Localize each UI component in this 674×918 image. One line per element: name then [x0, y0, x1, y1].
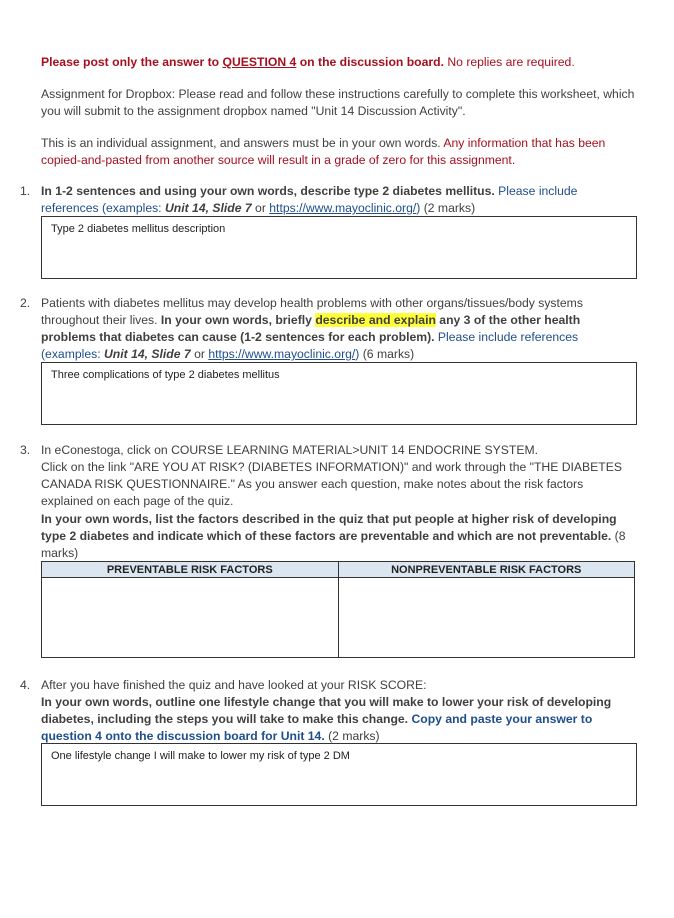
question-2-ref-prefix: Please include references (examples:: [41, 330, 579, 361]
question-2-answer-box[interactable]: [41, 362, 637, 425]
question-1-prompt: [41, 183, 637, 217]
risk-factors-answer-row: [42, 578, 635, 658]
question-1-ref-close: ): [416, 201, 421, 215]
question-1-number: 1.: [20, 184, 31, 198]
question-2-ref-example: Unit 14, Slide 7: [104, 347, 191, 361]
plagiarism-warning: Any information that has been copied-and-pasted from another source will result in a grade of zero for this assignment.: [41, 136, 606, 167]
question-1-ref-example: Unit 14, Slide 7: [164, 201, 252, 215]
question-4-marks: (2 marks): [324, 729, 380, 743]
question-2-highlight: describe and explain: [315, 313, 436, 327]
question-1-ref-prefix: Please include references (examples:: [41, 184, 578, 215]
question-2-marks: (6 marks): [359, 347, 415, 361]
no-replies-note: No replies are required.: [443, 55, 575, 69]
nonpreventable-column-header: NONPREVENTABLE RISK FACTORS: [338, 562, 635, 578]
question-4-bold: In your own words, outline one lifestyle change that you will make to lower your risk of developing diabetes, including the steps you will take to make this change.: [41, 695, 612, 726]
question-3-line-1: In eConestoga, click on COURSE LEARNING MATERIAL>UNIT 14 ENDOCRINE SYSTEM.: [41, 443, 539, 457]
question-4-answer-label: One lifestyle change I will make to lower my risk of type 2 DM: [51, 750, 350, 762]
question-2-bold-2: any 3 of the other health problems that diabetes can cause (1-2 sentences for each problem).: [41, 313, 581, 344]
question-4-number: 4.: [20, 678, 31, 692]
question-1-answer-label: Type 2 diabetes mellitus description: [51, 223, 226, 235]
post-instruction-bold: Please post only the answer to: [41, 55, 223, 69]
preventable-factors-cell[interactable]: [42, 578, 339, 658]
question-3-marks: (8 marks): [41, 529, 626, 560]
question-2-answer-label: Three complications of type 2 diabetes mellitus: [51, 369, 280, 381]
individual-assignment-note: [41, 135, 637, 169]
question-2-prompt: [41, 295, 637, 363]
risk-factors-header-row: [42, 562, 635, 578]
question-1-answer-box[interactable]: [41, 216, 637, 279]
post-instruction-bold-end: on the discussion board.: [296, 55, 444, 69]
risk-factors-table: [41, 561, 635, 658]
question-4-discussion-instruction: Copy and paste your answer to question 4 onto the discussion board for Unit 14.: [41, 712, 593, 743]
nonpreventable-factors-cell[interactable]: [338, 578, 635, 658]
post-instruction: [41, 54, 637, 71]
question-2-reference-link[interactable]: https://www.mayoclinic.org/: [208, 347, 356, 361]
question-4-reference: QUESTION 4: [222, 55, 297, 69]
question-3-prompt: [41, 511, 637, 562]
question-1-reference-link[interactable]: https://www.mayoclinic.org/: [269, 201, 417, 215]
question-2-context: Patients with diabetes mellitus may develop health problems with other organs/tissues/body systems throughout their lives.: [41, 296, 583, 327]
question-2-number: 2.: [20, 296, 31, 310]
question-4-prompt: [41, 694, 637, 745]
question-3-number: 3.: [20, 443, 31, 457]
question-3-line-2: Click on the link "ARE YOU AT RISK? (DIABETES INFORMATION)" and work through the "THE DIABETES CANADA RISK QUESTIONNAIRE." As you answer each question, make notes about the risk factors explained on each page of the quiz.: [41, 460, 622, 508]
question-2-ref-or: or: [190, 347, 209, 361]
question-2-bold-1: In your own words, briefly: [160, 313, 316, 327]
question-2-ref-close: ): [355, 347, 360, 361]
question-1-marks: (2 marks): [420, 201, 476, 215]
question-3-bold: In your own words, list the factors described in the quiz that put people at higher risk of developing type 2 diabetes and indicate which of these factors are preventable and which are not preventable.: [41, 512, 617, 543]
question-1-bold: In 1-2 sentences and using your own words, describe type 2 diabetes mellitus.: [41, 184, 495, 198]
question-4-answer-box[interactable]: [41, 743, 637, 806]
preventable-column-header: PREVENTABLE RISK FACTORS: [42, 562, 339, 578]
individual-text: This is an individual assignment, and answers must be in your own words.: [41, 136, 441, 150]
dropbox-instructions: Assignment for Dropbox: Please read and follow these instructions carefully to complete this worksheet, which you will submit to the assignment dropbox named "Unit 14 Discussion Activity".: [41, 87, 635, 118]
question-1-ref-or: or: [251, 201, 270, 215]
question-4-line-1: After you have finished the quiz and have looked at your RISK SCORE:: [41, 678, 427, 692]
